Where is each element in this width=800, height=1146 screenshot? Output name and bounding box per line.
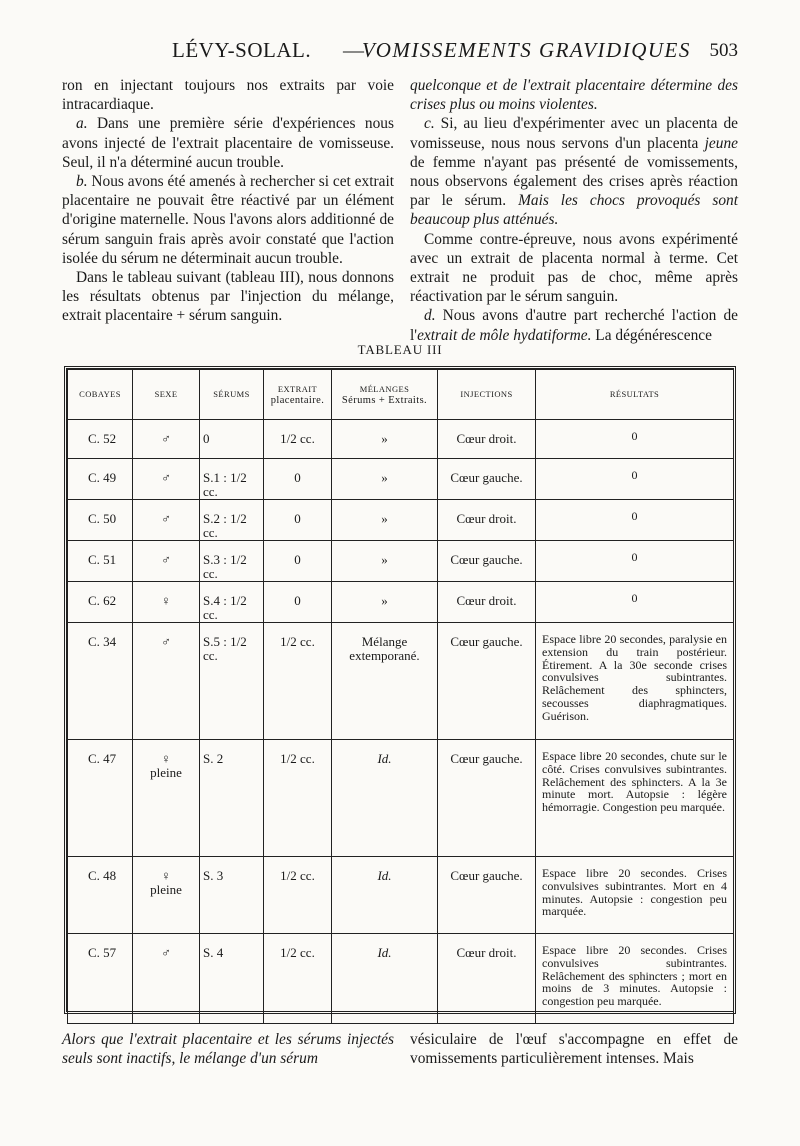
cell-text: ♀ <box>161 593 171 608</box>
cell-melange <box>332 623 438 740</box>
paragraph-text: Nous avons d'autre part recherché l'action de l' <box>410 307 738 344</box>
paragraph-emphasis: Mais les chocs provoqués sont beaucoup plus atténués. <box>410 192 739 229</box>
table-row <box>68 459 734 500</box>
paragraph: Comme contre-épreuve, nous avons expérimenté avec un extrait de placenta normal à terme. Cet extrait ne produit pas de choc, même après réactivation par le sérum sanguin. <box>410 230 738 306</box>
cell-cobaye <box>68 541 133 582</box>
paragraph <box>410 114 738 229</box>
cell-text: Cœur droit. <box>456 945 517 960</box>
col-header-cobayes: COBAYES <box>68 370 133 420</box>
cell-text: » <box>381 593 388 608</box>
paragraph-text: Dans une première série d'expériences nous avons injecté de l'extrait placentaire de vomisseuse. Seul, il n'a déterminé aucun trouble. <box>62 115 394 171</box>
paragraph-label: c. <box>424 115 435 133</box>
cell-sexe-note: pleine <box>150 882 182 897</box>
cell-cobaye <box>68 459 133 500</box>
cell-sexe <box>133 857 200 934</box>
table-row <box>68 934 734 1024</box>
cell-resultat <box>536 857 734 934</box>
cell-text: Id. <box>377 945 392 960</box>
cell-text: Cœur gauche. <box>450 470 523 485</box>
cell-extrait <box>264 857 332 934</box>
table-row <box>68 582 734 623</box>
cell-text: ♀ <box>161 751 171 766</box>
cell-text: Cœur gauche. <box>450 751 523 766</box>
cell-sexe <box>133 623 200 740</box>
cell-serum <box>200 541 264 582</box>
cell-serum <box>200 500 264 541</box>
cell-text: 1/2 cc. <box>280 945 315 960</box>
cell-cobaye <box>68 857 133 934</box>
cell-text: 0 <box>631 429 638 443</box>
cell-text: 0 <box>631 550 638 564</box>
cell-injection <box>438 740 536 857</box>
cell-text: C. 34 <box>88 634 117 649</box>
cell-text: 0 <box>294 593 301 608</box>
cell-melange <box>332 934 438 1024</box>
cell-text: 1/2 cc. <box>280 868 315 883</box>
cell-text: S. 4 <box>203 945 224 960</box>
col-header-extrait <box>264 370 332 420</box>
col-header-injections: INJECTIONS <box>438 370 536 420</box>
cell-text: Cœur gauche. <box>450 868 523 883</box>
cell-resultat <box>536 459 734 500</box>
cell-injection <box>438 857 536 934</box>
cell-extrait <box>264 582 332 623</box>
running-header <box>60 38 740 68</box>
cell-text: » <box>381 431 388 446</box>
cell-melange <box>332 500 438 541</box>
cell-cobaye <box>68 500 133 541</box>
cell-cobaye <box>68 582 133 623</box>
cell-text: Cœur droit. <box>456 511 517 526</box>
cell-serum <box>200 623 264 740</box>
cell-text: ♂ <box>161 552 171 567</box>
paragraph-text: La dégénérescence <box>591 326 712 344</box>
paragraph-label: a. <box>76 115 88 133</box>
cell-text: 0 <box>294 470 301 485</box>
cell-text: 0 <box>631 591 638 605</box>
cell-cobaye <box>68 934 133 1024</box>
cell-injection <box>438 934 536 1024</box>
table-row <box>68 420 734 459</box>
page-number: 503 <box>709 40 738 61</box>
cell-injection <box>438 623 536 740</box>
cell-melange <box>332 459 438 500</box>
cell-extrait <box>264 420 332 459</box>
paragraph <box>410 306 738 344</box>
paragraph <box>62 114 394 172</box>
cell-sexe <box>133 541 200 582</box>
cell-text: Cœur gauche. <box>450 552 523 567</box>
cell-text: C. 48 <box>88 868 117 883</box>
cell-melange <box>332 420 438 459</box>
cell-injection <box>438 500 536 541</box>
data-table <box>67 369 734 1024</box>
cell-extrait <box>264 541 332 582</box>
cell-text: 0 <box>294 552 301 567</box>
table-row <box>68 623 734 740</box>
cell-text: C. 52 <box>88 431 117 446</box>
cell-text: S.2 : 1/2 cc. <box>203 511 247 540</box>
paragraph-emphasis: jeune <box>704 134 738 152</box>
cell-sexe <box>133 459 200 500</box>
cell-sexe <box>133 420 200 459</box>
right-column <box>410 76 738 345</box>
cell-text: S.3 : 1/2 cc. <box>203 552 247 581</box>
cell-sexe <box>133 582 200 623</box>
cell-extrait <box>264 934 332 1024</box>
cell-resultat <box>536 541 734 582</box>
cell-text: 0 <box>294 511 301 526</box>
cell-injection <box>438 420 536 459</box>
cell-injection <box>438 582 536 623</box>
cell-serum <box>200 582 264 623</box>
cell-text: ♂ <box>161 945 171 960</box>
cell-text: » <box>381 552 388 567</box>
cell-text: » <box>381 470 388 485</box>
cell-injection <box>438 459 536 500</box>
cell-resultat <box>536 582 734 623</box>
table-row <box>68 541 734 582</box>
cell-text: Id. <box>377 751 392 766</box>
cell-text: ♂ <box>161 431 171 446</box>
cell-text: 1/2 cc. <box>280 634 315 649</box>
cell-extrait <box>264 740 332 857</box>
data-table-frame <box>64 366 736 1014</box>
header-sub: Sérums + Extraits. <box>341 394 428 406</box>
cell-serum <box>200 420 264 459</box>
cell-melange <box>332 740 438 857</box>
header-main: MÉLANGES <box>359 383 410 394</box>
cell-text: Espace libre 20 secondes. Crises convulsives subintrantes. Relâchement des sphincters ; mort en moins de 3 minutes. Autopsie : congestion peu marquée. <box>542 943 727 1009</box>
cell-cobaye <box>68 420 133 459</box>
cell-text: Cœur gauche. <box>450 634 523 649</box>
cell-text: Espace libre 20 secondes, chute sur le côté. Crises convulsives subintrantes. Relâchement des sphincters. A la 3e minute mort. Autopsie : légère hémorragie. Congestion peu marquée. <box>542 749 727 815</box>
cell-text: C. 51 <box>88 552 117 567</box>
cell-serum <box>200 740 264 857</box>
paragraph: Dans le tableau suivant (tableau III), nous donnons les résultats obtenus par l'injection du mélange, extrait placentaire + sérum sanguin. <box>62 269 394 325</box>
table-row <box>68 857 734 934</box>
cell-text: C. 57 <box>88 945 117 960</box>
footer-right-text: vésiculaire de l'œuf s'accompagne en effet de vomissements particulièrement intenses. Mais <box>410 1031 738 1068</box>
cell-resultat <box>536 740 734 857</box>
cell-melange <box>332 541 438 582</box>
table-row <box>68 740 734 857</box>
cell-text: 0 <box>631 468 638 482</box>
cell-text: ♂ <box>161 634 171 649</box>
cell-text: S. 3 <box>203 868 224 883</box>
cell-text: 1/2 cc. <box>280 431 315 446</box>
cell-serum <box>200 459 264 500</box>
col-header-serums: SÉRUMS <box>200 370 264 420</box>
paragraph: quelconque et de l'extrait placentaire détermine des crises plus ou moins violentes. <box>410 77 738 114</box>
cell-text: ♂ <box>161 511 171 526</box>
cell-melange <box>332 582 438 623</box>
paragraph-text: de femme n'ayant pas présenté de vomissements, nous observons également des crises après réaction par le sérum. <box>410 153 738 210</box>
cell-text: Espace libre 20 secondes. Crises convulsives subintrantes. Mort en 4 minutes. Autopsie : congestion peu marquée. <box>542 866 727 919</box>
cell-text: S.1 : 1/2 cc. <box>203 470 247 499</box>
cell-extrait <box>264 459 332 500</box>
cell-sexe <box>133 740 200 857</box>
cell-resultat <box>536 500 734 541</box>
paragraph-text: Si, au lieu d'expérimenter avec un placenta de vomisseuse, nous nous servons d'un placenta <box>410 115 738 152</box>
cell-resultat <box>536 420 734 459</box>
col-header-melanges <box>332 370 438 420</box>
left-column <box>62 76 394 326</box>
cell-text: » <box>381 511 388 526</box>
header-separator: — <box>343 38 364 62</box>
paragraph-emphasis: extrait de môle hydatiforme. <box>417 326 592 344</box>
paragraph: ron en injectant toujours nos extraits par voie intracardiaque. <box>62 77 394 114</box>
col-header-sexe: SEXE <box>133 370 200 420</box>
cell-text: Cœur droit. <box>456 593 517 608</box>
cell-text: S.4 : 1/2 cc. <box>203 593 247 622</box>
cell-text: Mélange extemporané. <box>349 634 420 663</box>
cell-text: 0 <box>203 431 210 446</box>
cell-cobaye <box>68 740 133 857</box>
cell-resultat <box>536 623 734 740</box>
cell-text: C. 62 <box>88 593 117 608</box>
cell-sexe <box>133 500 200 541</box>
cell-text: 1/2 cc. <box>280 751 315 766</box>
table-body <box>68 420 734 1024</box>
cell-serum <box>200 934 264 1024</box>
cell-melange <box>332 857 438 934</box>
paragraph <box>62 172 394 268</box>
cell-resultat <box>536 934 734 1024</box>
cell-extrait <box>264 623 332 740</box>
cell-text: C. 49 <box>88 470 117 485</box>
cell-text: S. 2 <box>203 751 224 766</box>
table-caption: TABLEAU III <box>357 342 443 357</box>
paragraph-label: b. <box>76 173 88 191</box>
cell-sexe-note: pleine <box>150 765 182 780</box>
table-header-row <box>68 370 734 420</box>
cell-extrait <box>264 500 332 541</box>
cell-text: ♀ <box>161 868 171 883</box>
table-row <box>68 500 734 541</box>
cell-text: C. 50 <box>88 511 117 526</box>
cell-text: C. 47 <box>88 751 117 766</box>
cell-text: S.5 : 1/2 cc. <box>203 634 247 663</box>
cell-text: Cœur droit. <box>456 431 517 446</box>
cell-text: Espace libre 20 secondes, paralysie en extension du train postérieur. Étirement. A la 30e seconde crises convulsives subintrantes. Relâchement des sphincters, secousses diaphragmatiques. Guérison. <box>542 632 727 723</box>
header-main: EXTRAIT <box>277 383 318 394</box>
header-author: LÉVY-SOLAL. <box>172 38 312 62</box>
cell-serum <box>200 857 264 934</box>
header-sub: placentaire. <box>270 394 325 406</box>
cell-text: ♂ <box>161 470 171 485</box>
cell-sexe <box>133 934 200 1024</box>
cell-cobaye <box>68 623 133 740</box>
col-header-resultats: RÉSULTATS <box>536 370 734 420</box>
cell-text: Id. <box>377 868 392 883</box>
header-title: VOMISSEMENTS GRAVIDIQUES <box>362 38 691 62</box>
cell-text: 0 <box>631 509 638 523</box>
paragraph-label: d. <box>424 307 436 325</box>
footer-left-text: Alors que l'extrait placentaire et les sérums injectés seuls sont inactifs, le mélange d'un sérum <box>62 1031 394 1068</box>
cell-injection <box>438 541 536 582</box>
paragraph-text: Nous avons été amenés à rechercher si cet extrait placentaire ne pouvait être réactivé par un élément d'origine maternelle. Nous l'avons alors additionné de sérum sanguin frais après avoir constaté que l'action isolée du sérum ne déterminait aucun trouble. <box>62 173 394 267</box>
